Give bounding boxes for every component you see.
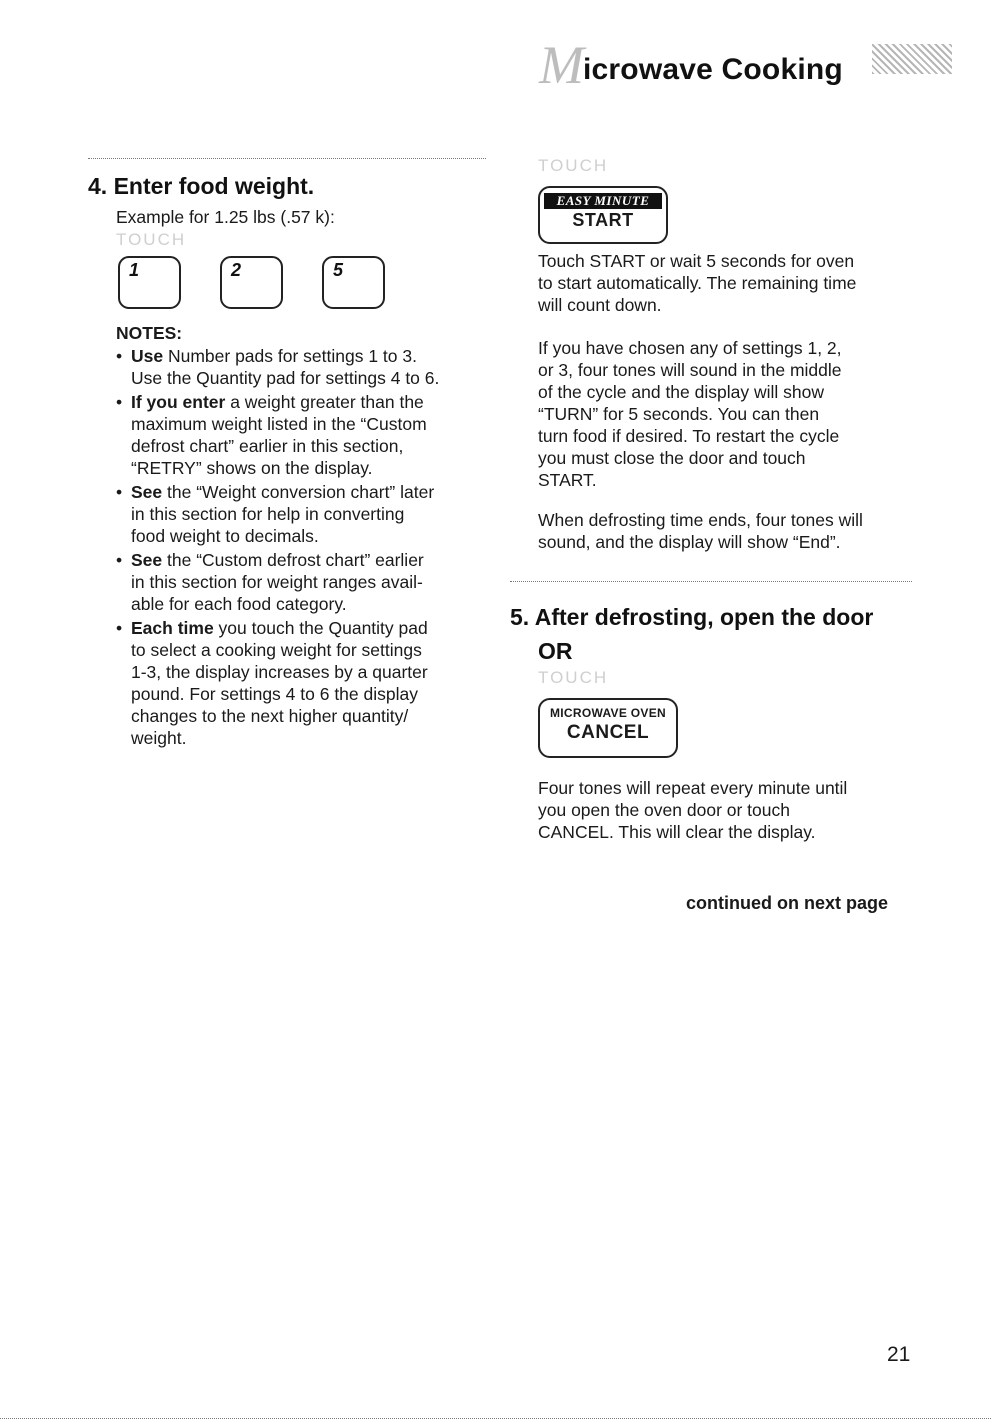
note-lead: Use xyxy=(131,346,164,366)
note-text: pound. For settings 4 to 6 the display xyxy=(131,684,418,704)
cancel-paragraph xyxy=(538,777,938,843)
note-item xyxy=(116,617,496,749)
paragraph-line: you must close the door and touch xyxy=(538,448,806,468)
touch-label-right-1: TOUCH xyxy=(538,156,609,175)
number-pad-label: 1 xyxy=(129,260,140,280)
note-lead: If you enter xyxy=(131,392,226,412)
number-pad-1[interactable] xyxy=(118,256,181,309)
note-lead: See xyxy=(131,550,163,570)
bullet-icon: • xyxy=(116,346,123,366)
note-text: the “Weight conversion chart” later xyxy=(162,482,435,502)
paragraph-line: Four tones will repeat every minute until xyxy=(538,778,848,798)
paragraph-line: sound, and the display will show “End”. xyxy=(538,532,841,552)
continued-note: continued on next page xyxy=(686,893,889,913)
note-text: food weight to decimals. xyxy=(131,526,319,546)
page-header xyxy=(535,35,955,98)
paragraph-line: you open the oven door or touch xyxy=(538,800,790,820)
bullet-icon: • xyxy=(116,618,123,638)
header-decorative-initial: M xyxy=(539,35,584,95)
paragraph-line: to start automatically. The remaining time xyxy=(538,273,857,293)
cancel-label: CANCEL xyxy=(566,722,650,743)
number-pad-2[interactable] xyxy=(220,256,283,309)
note-text: you touch the Quantity pad xyxy=(213,618,428,638)
note-item xyxy=(116,391,496,479)
paragraph-line: turn food if desired. To restart the cycle xyxy=(538,426,840,446)
paragraph-line: CANCEL. This will clear the display. xyxy=(538,822,816,842)
note-item xyxy=(116,481,496,547)
note-text: “RETRY” shows on the display. xyxy=(131,458,373,478)
paragraph-line: Touch START or wait 5 seconds for oven xyxy=(538,251,855,271)
microwave-oven-cancel-key[interactable] xyxy=(538,698,678,758)
paragraph-line: of the cycle and the display will show xyxy=(538,382,824,402)
note-text: maximum weight listed in the “Custom xyxy=(131,414,427,434)
bullet-icon: • xyxy=(116,550,123,570)
number-pad-5[interactable] xyxy=(322,256,385,309)
left-section-rule xyxy=(88,158,486,159)
note-text: the “Custom defrost chart” earlier xyxy=(162,550,424,570)
step-5-heading: 5. After defrosting, open the door xyxy=(510,604,874,630)
footer-rule xyxy=(0,1418,991,1419)
page-number: 21 xyxy=(887,1343,911,1366)
notes-title: NOTES: xyxy=(116,323,183,343)
start-paragraph xyxy=(538,250,938,316)
paragraph-line: When defrosting time ends, four tones will xyxy=(538,510,863,530)
note-text: to select a cooking weight for settings xyxy=(131,640,422,660)
paragraph-line: will count down. xyxy=(538,295,662,315)
note-text: changes to the next higher quantity/ xyxy=(131,706,409,726)
note-item xyxy=(116,549,496,615)
note-text: Number pads for settings 1 to 3. xyxy=(163,346,417,366)
paragraph-line: “TURN” for 5 seconds. You can then xyxy=(538,404,820,424)
settings-paragraph xyxy=(538,337,938,491)
easy-minute-start-key[interactable] xyxy=(538,186,668,244)
bullet-icon: • xyxy=(116,392,123,412)
note-text: in this section for help in converting xyxy=(131,504,405,524)
note-text: 1-3, the display increases by a quarter xyxy=(131,662,428,682)
note-text: weight. xyxy=(131,728,187,748)
number-pad-label: 2 xyxy=(231,260,242,280)
number-pad-label: 5 xyxy=(333,260,344,280)
note-lead: See xyxy=(131,482,163,502)
note-text: Use the Quantity pad for settings 4 to 6. xyxy=(131,368,440,388)
paragraph-line: START. xyxy=(538,470,597,490)
notes-list xyxy=(116,345,496,751)
touch-label-right-2: TOUCH xyxy=(538,668,609,687)
note-text: in this section for weight ranges avail- xyxy=(131,572,423,592)
weight-example: Example for 1.25 lbs (.57 k): xyxy=(116,207,335,227)
paragraph-line: If you have chosen any of settings 1, 2, xyxy=(538,338,842,358)
note-item xyxy=(116,345,496,389)
note-text: defrost chart” earlier in this section, xyxy=(131,436,404,456)
bullet-icon: • xyxy=(116,482,123,502)
touch-label-left: TOUCH xyxy=(116,230,187,249)
start-label: START xyxy=(572,210,634,230)
step-4-heading: 4. Enter food weight. xyxy=(88,173,315,199)
right-section-rule xyxy=(510,581,912,582)
note-text: a weight greater than the xyxy=(225,392,424,412)
page-title: icrowave Cooking xyxy=(583,53,843,86)
easy-minute-label: EASY MINUTE xyxy=(544,193,662,209)
note-lead: Each time xyxy=(131,618,214,638)
microwave-oven-label: MICROWAVE OVEN xyxy=(550,706,666,720)
header-pattern-graphic xyxy=(872,44,952,74)
paragraph-line: or 3, four tones will sound in the middle xyxy=(538,360,842,380)
end-paragraph xyxy=(538,509,938,553)
step-5-or: OR xyxy=(538,638,573,664)
note-text: able for each food category. xyxy=(131,594,347,614)
